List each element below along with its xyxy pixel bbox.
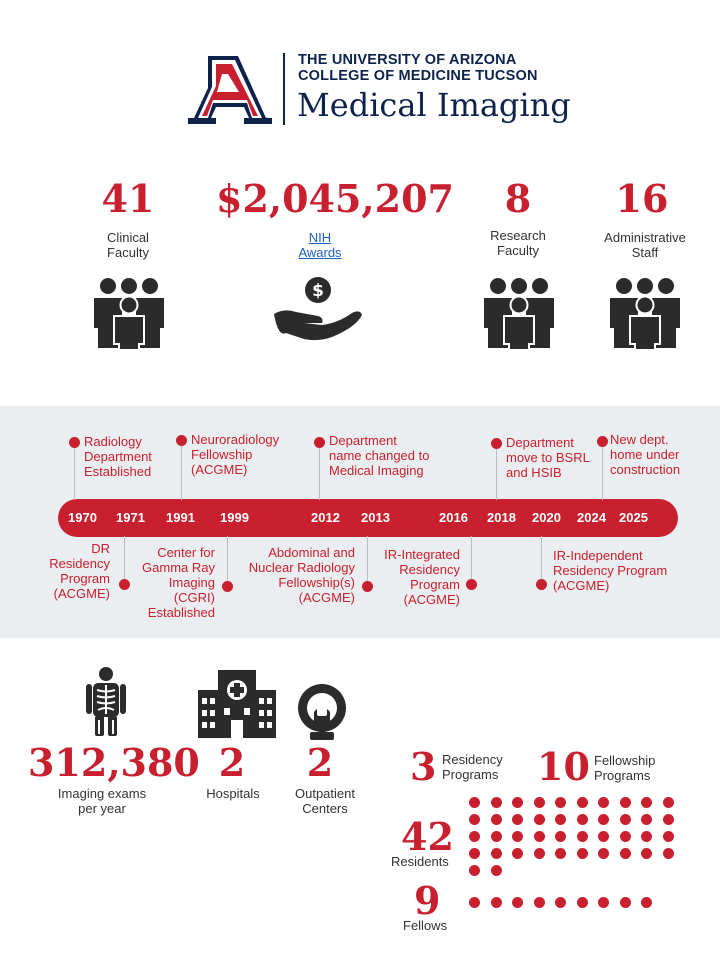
resident-dot [469,831,480,842]
fellow-dot [577,897,588,908]
resident-dot [491,865,502,876]
svg-text:$: $ [312,281,324,301]
timeline-year: 2018 [487,510,516,525]
timeline-connector [227,536,228,586]
fellowship-programs-count: 10 [537,744,590,789]
timeline-marker [597,436,608,447]
research-faculty-count: 8 [504,176,532,221]
resident-dot [491,814,502,825]
resident-dot [555,848,566,859]
resident-dot [469,797,480,808]
resident-dot [663,848,674,859]
timeline-year: 2025 [619,510,648,525]
resident-dot [620,848,631,859]
timeline-marker [491,438,502,449]
people-group-icon [482,276,556,350]
fellow-dot [641,897,652,908]
resident-dot [577,814,588,825]
resident-dot [534,814,545,825]
resident-dot [620,831,631,842]
timeline-year: 2013 [361,510,390,525]
resident-dot [469,865,480,876]
resident-dot [491,797,502,808]
resident-dot [534,831,545,842]
resident-dot [534,797,545,808]
resident-dot [641,814,652,825]
event-new-home: New dept. home under construction [610,432,681,477]
resident-dot [663,831,674,842]
timeline-year: 2012 [311,510,340,525]
people-group-icon [92,276,166,350]
resident-dot [555,814,566,825]
timeline-connector [541,536,542,584]
timeline-year: 1999 [220,510,249,525]
university-logo [186,52,274,126]
resident-dot [641,848,652,859]
timeline-connector [496,445,497,500]
header-divider [283,53,285,125]
nih-awards-link[interactable]: NIH Awards [298,230,342,260]
resident-dot [491,831,502,842]
timeline-marker [314,437,325,448]
resident-dot [663,797,674,808]
event-department-move: Department move to BSRL and HSIB [506,435,590,480]
timeline-year: 2016 [439,510,468,525]
fellow-dot [598,897,609,908]
timeline-year: 1991 [166,510,195,525]
fellow-dot [534,897,545,908]
event-ir-integrated-residency: IR-Integrated Residency Program (ACGME) [384,547,460,607]
resident-dot [491,848,502,859]
nih-awards-amount: $2,045,207 [216,176,454,221]
resident-dot [620,814,631,825]
timeline-year: 2020 [532,510,561,525]
timeline-marker [69,437,80,448]
hospital-icon [198,670,276,738]
timeline-year: 1971 [116,510,145,525]
fellow-dot [620,897,631,908]
college-name: COLLEGE OF MEDICINE TUCSON [298,68,538,84]
fellow-dot [512,897,523,908]
imaging-exams-count: 312,380 [28,740,200,785]
resident-dot [469,814,480,825]
resident-dot [598,814,609,825]
administrative-staff-count: 16 [615,176,669,221]
event-dr-residency: DR Residency Program (ACGME) [49,541,110,601]
resident-dot [598,797,609,808]
hand-money-icon [272,276,364,342]
resident-dot [512,848,523,859]
resident-dot [577,797,588,808]
university-name: THE UNIVERSITY OF ARIZONA [298,52,517,68]
resident-dot [620,797,631,808]
research-faculty-label: Research Faculty [490,228,546,258]
fellowship-programs-label: Fellowship Programs [594,753,656,783]
clinical-faculty-count: 41 [101,176,155,221]
resident-dot [663,814,674,825]
event-radiology-established: Radiology Department Established [84,434,152,479]
xray-person-icon [86,666,126,736]
outpatient-centers-label: Outpatient Centers [295,786,355,816]
resident-dot [512,797,523,808]
timeline-connector [602,443,603,500]
resident-dot [577,831,588,842]
resident-dot [598,848,609,859]
timeline-marker [536,579,547,590]
timeline-year: 1970 [68,510,97,525]
fellow-dot [491,897,502,908]
resident-dot [577,848,588,859]
timeline-connector [471,536,472,584]
page-title: Medical Imaging [297,86,571,124]
fellows-label: Fellows [403,918,448,933]
residents-count: 42 [401,814,454,859]
event-cgri-established: Center for Gamma Ray Imaging (CGRI) Established [142,545,215,620]
fellow-dot [555,897,566,908]
residents-label: Residents [391,854,449,869]
resident-dot [534,848,545,859]
timeline-marker [466,579,477,590]
clinical-faculty-label: Clinical Faculty [107,230,149,260]
svg-text:®: ® [264,118,270,125]
event-neuroradiology-fellowship: Neuroradiology Fellowship (ACGME) [191,432,280,477]
event-abdominal-nuclear-fellowship: Abdominal and Nuclear Radiology Fellowship(s) (ACGME) [248,545,355,605]
timeline-connector [74,444,75,500]
administrative-staff-label: Administrative Staff [604,230,686,260]
timeline-year: 2024 [577,510,606,525]
resident-dot [469,848,480,859]
resident-dot [598,831,609,842]
residency-programs-label: Residency Programs [442,752,503,782]
residency-programs-count: 3 [410,744,437,789]
fellow-dot [469,897,480,908]
timeline-connector [181,442,182,500]
outpatient-centers-count: 2 [306,740,334,785]
resident-dot [641,831,652,842]
event-name-change: Department name changed to Medical Imaging [329,433,430,478]
resident-dot [641,797,652,808]
mri-scanner-icon [296,684,348,740]
timeline-marker [176,435,187,446]
fellows-count: 9 [414,878,441,923]
hospitals-label: Hospitals [206,786,260,801]
resident-dot [512,831,523,842]
imaging-exams-label: Imaging exams per year [57,786,147,816]
event-ir-independent-residency: IR-Independent Residency Program (ACGME) [553,548,668,593]
resident-dot [555,797,566,808]
resident-dot [512,814,523,825]
resident-dot [555,831,566,842]
people-group-icon [608,276,682,350]
timeline-connector [319,444,320,500]
hospitals-count: 2 [218,740,246,785]
